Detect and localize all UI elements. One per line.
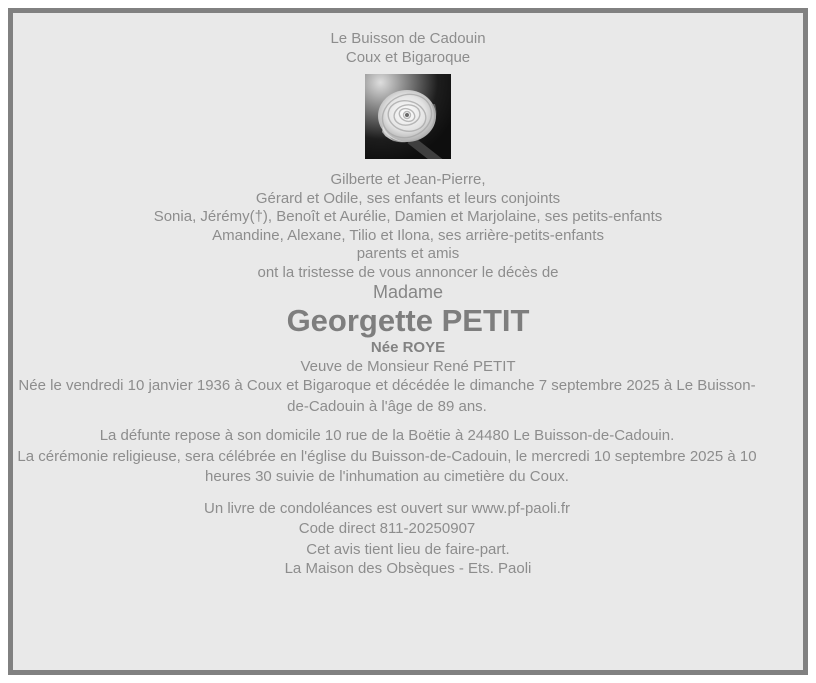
family-line: parents et amis: [356, 245, 460, 262]
location-header: [13, 13, 803, 67]
location-line-2: Coux et Bigaroque: [345, 49, 471, 66]
location-line-1: Le Buisson de Cadouin: [330, 30, 486, 47]
family-line: Sonia, Jérémy(†), Benoît et Aurélie, Damien et Marjolaine, ses petits-enfants: [153, 208, 663, 225]
family-line: Amandine, Alexane, Tilio et Ilona, ses arrière-petits-enfants: [212, 226, 604, 244]
condolence-book-line: Un livre de condoléances est ouvert sur www.pf-paoli.fr: [203, 499, 570, 517]
family-line: Gérard et Odile, ses enfants et leurs conjoints: [255, 189, 561, 207]
condolences-section: [13, 499, 803, 540]
maiden-name: Née ROYE: [370, 339, 446, 356]
rose-photo: [13, 74, 803, 159]
faire-part-line: Cet avis tient lieu de faire-part.: [306, 540, 510, 558]
civility-label: Madame: [372, 282, 444, 302]
obituary-card: [8, 8, 808, 675]
family-line: ont la tristesse de vous annoncer le décès de: [257, 263, 559, 281]
funeral-details: [13, 426, 803, 488]
condolence-code-line: Code direct 811-20250907: [298, 520, 476, 537]
deceased-name: Georgette PETIT: [286, 303, 530, 338]
repose-line: La défunte repose à son domicile 10 rue de la Boëtie à 24480 Le Buisson-de-Cadouin.: [99, 427, 675, 444]
ceremony-line: La cérémonie religieuse, sera célébrée en l'église du Buisson-de-Cadouin, le mercredi 10 septembre 2025 à 10 heures 30 suivie de l'inhumation au cimetière du Coux.: [17, 447, 757, 485]
funeral-home-line: La Maison des Obsèques - Ets. Paoli: [284, 559, 532, 577]
spouse-line: Veuve de Monsieur René PETIT: [300, 358, 516, 375]
birth-death-line: Née le vendredi 10 janvier 1936 à Coux et Bigaroque et décédée le dimanche 7 septembre 2025 à Le Buisson-de-Cadouin à l'âge de 89 ans.: [18, 377, 756, 415]
family-announcement: [13, 171, 803, 282]
family-line: Gilberte et Jean-Pierre,: [330, 171, 486, 188]
